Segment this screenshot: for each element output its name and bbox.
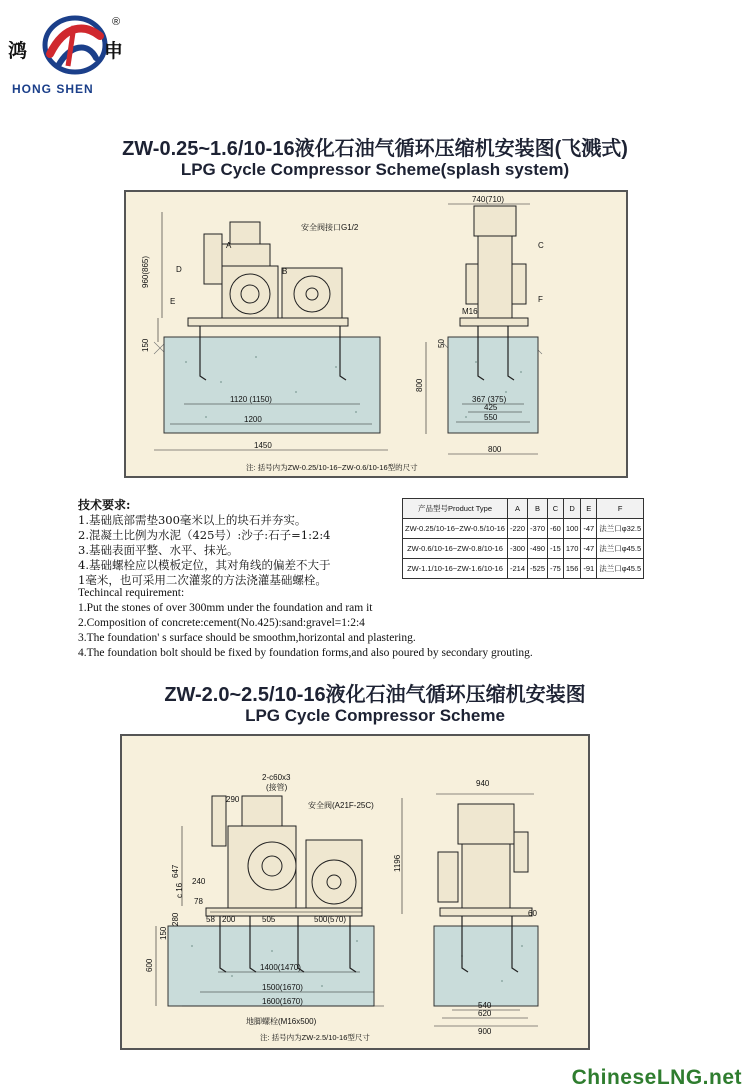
dim-1450: 1450 xyxy=(254,441,272,450)
brand-en: HONG SHEN xyxy=(12,82,94,96)
table-row xyxy=(403,519,644,539)
dim-960: 960(865) xyxy=(141,255,150,288)
section2-note: 注: 括号内为ZW-2.5/10-16型尺寸 xyxy=(260,1033,370,1042)
spec-header-b: B xyxy=(528,499,548,519)
section1-title-cn: ZW-0.25~1.6/10-16液化石油气循环压缩机安装图(飞溅式) xyxy=(122,138,628,160)
table-cell: ZW-1.1/10-16~ZW-1.6/10-16 xyxy=(403,559,508,579)
section1-drawing-svg xyxy=(126,192,626,476)
valve-label: 安全阀(A21F-25C) xyxy=(308,801,374,810)
dim-240: 240 xyxy=(192,877,206,886)
requirement-cn-3: 3.基础表面平整、水平、抹光。 xyxy=(78,543,239,557)
requirement-en-1: 1.Put the stones of over 300mm under the foundation and ram it xyxy=(78,602,373,614)
dim-620: 620 xyxy=(478,1009,492,1018)
requirements-head-cn: 技术要求: xyxy=(78,498,131,512)
letter-b: B xyxy=(282,267,288,276)
pipe-label-cn: (接管) xyxy=(266,783,288,792)
foundation-block-left xyxy=(164,337,380,433)
table-cell: ZW-0.25/10-16~ZW-0.5/10-16 xyxy=(403,519,508,539)
requirement-en-3: 3.The foundation' s surface should be smoothm,horizontal and plastering. xyxy=(78,632,416,644)
table-cell: -91 xyxy=(581,559,597,579)
spec-header-d: D xyxy=(563,499,581,519)
bolt-m16: M16 xyxy=(462,307,478,316)
dim-1200: 1200 xyxy=(244,415,262,424)
table-row xyxy=(403,559,644,579)
table-cell: -60 xyxy=(548,519,564,539)
dim-150: 150 xyxy=(141,338,150,352)
dim-800-h: 800 xyxy=(488,445,502,454)
dim-740: 740(710) xyxy=(472,195,505,204)
section1-title-en: LPG Cycle Compressor Scheme(splash system) xyxy=(180,160,570,179)
section1-note: 注: 括号内为ZW-0.25/10-16~ZW-0.6/10-16型的尺寸 xyxy=(246,463,418,472)
brand-cn-left: 鸿 xyxy=(8,40,28,62)
section2-title-cn: ZW-2.0~2.5/10-16液化石油气循环压缩机安装图 xyxy=(164,684,586,706)
table-row xyxy=(403,539,644,559)
requirement-cn-2: 2.混凝土比例为水泥（425号）:沙子:石子=1:2:4 xyxy=(78,528,331,542)
dim-60: 60 xyxy=(528,909,537,918)
dim-1600: 1600(1670) xyxy=(262,997,303,1006)
letter-f: F xyxy=(538,295,543,304)
spec-header-f: F xyxy=(597,499,644,519)
dim-150: 150 xyxy=(159,926,168,940)
spec-header-a: A xyxy=(507,499,527,519)
section1-drawing xyxy=(124,190,628,478)
dim-78: 78 xyxy=(194,897,203,906)
requirement-cn-4: 4.基础螺栓应以模板定位，其对角线的偏差不大于 xyxy=(78,558,331,572)
hongshen-logo-icon xyxy=(40,14,110,76)
table-cell: -370 xyxy=(528,519,548,539)
dim-280: 280 xyxy=(171,912,180,926)
dim-500: 500(570) xyxy=(314,915,347,924)
spec-header-c: C xyxy=(548,499,564,519)
table-cell: 法兰口φ45.5 xyxy=(597,559,644,579)
foundation-block-right xyxy=(434,926,538,1006)
dim-647: 647 xyxy=(171,864,180,878)
dim-425: 425 xyxy=(484,403,498,412)
dim-800-v: 800 xyxy=(415,378,424,392)
table-cell: -525 xyxy=(528,559,548,579)
brand-cn-right: 申 xyxy=(104,40,124,62)
table-cell: 法兰口φ32.5 xyxy=(597,519,644,539)
dim-58: 58 xyxy=(206,915,215,924)
letter-d: D xyxy=(176,265,182,274)
registered-mark: ® xyxy=(112,16,121,28)
bolt-label: 地脚螺栓(M16x500) xyxy=(246,1017,317,1026)
table-cell: -15 xyxy=(548,539,564,559)
dim-367: 367 (375) xyxy=(472,395,507,404)
requirement-cn-5: 1毫米，也可采用二次灌浆的方法浇灌基础螺栓。 xyxy=(78,573,327,587)
section2-title-en: LPG Cycle Compressor Scheme xyxy=(245,706,505,725)
spec-header-e: E xyxy=(581,499,597,519)
valve-label: 安全阀接口G1/2 xyxy=(301,223,359,232)
dim-1500: 1500(1670) xyxy=(262,983,303,992)
section2-drawing xyxy=(120,734,590,1050)
spec-table xyxy=(402,498,644,579)
table-cell: -47 xyxy=(581,539,597,559)
dim-1400: 1400(1470) xyxy=(260,963,301,972)
table-cell: -300 xyxy=(507,539,527,559)
letter-e: E xyxy=(170,297,176,306)
dim-940: 940 xyxy=(476,779,490,788)
requirement-cn-1: 1.基础底部需垫300毫米以上的块石并夯实。 xyxy=(78,513,307,527)
spec-header-type: 产品型号Product Type xyxy=(403,499,508,519)
section2-drawing-svg xyxy=(122,736,588,1048)
dim-1196: 1196 xyxy=(393,854,402,872)
table-cell: -47 xyxy=(581,519,597,539)
dim-540: 540 xyxy=(478,1001,492,1010)
watermark: ChineseLNG.net xyxy=(571,1066,742,1089)
table-cell: -220 xyxy=(507,519,527,539)
letter-a: A xyxy=(226,241,232,250)
requirements-head-en: Techincal requirement: xyxy=(78,587,185,599)
table-cell: -75 xyxy=(548,559,564,579)
table-cell: 法兰口φ45.5 xyxy=(597,539,644,559)
requirement-en-4: 4.The foundation bolt should be fixed by foundation forms,and also poured by secondary grouting. xyxy=(78,647,533,659)
dim-50: 50 xyxy=(437,339,446,348)
dim-600: 600 xyxy=(145,958,154,972)
spec-header-row xyxy=(403,499,644,519)
dim-200: 200 xyxy=(222,915,236,924)
requirement-en-2: 2.Composition of concrete:cement(No.425):sand:gravel=1:2:4 xyxy=(78,617,365,629)
dim-1120: 1120 (1150) xyxy=(230,395,272,404)
dim-900: 900 xyxy=(478,1027,492,1036)
dim-290: 290 xyxy=(226,795,240,804)
dim-550: 550 xyxy=(484,413,498,422)
dim-505: 505 xyxy=(262,915,276,924)
letter-c: C xyxy=(538,241,544,250)
table-cell: ZW-0.6/10-16~ZW-0.8/10-16 xyxy=(403,539,508,559)
table-cell: 100 xyxy=(563,519,581,539)
dim-c16: c 16 xyxy=(175,882,184,898)
table-cell: 156 xyxy=(563,559,581,579)
table-cell: -490 xyxy=(528,539,548,559)
table-cell: 170 xyxy=(563,539,581,559)
pipe-label: 2-c60x3 xyxy=(262,773,291,782)
table-cell: -214 xyxy=(507,559,527,579)
